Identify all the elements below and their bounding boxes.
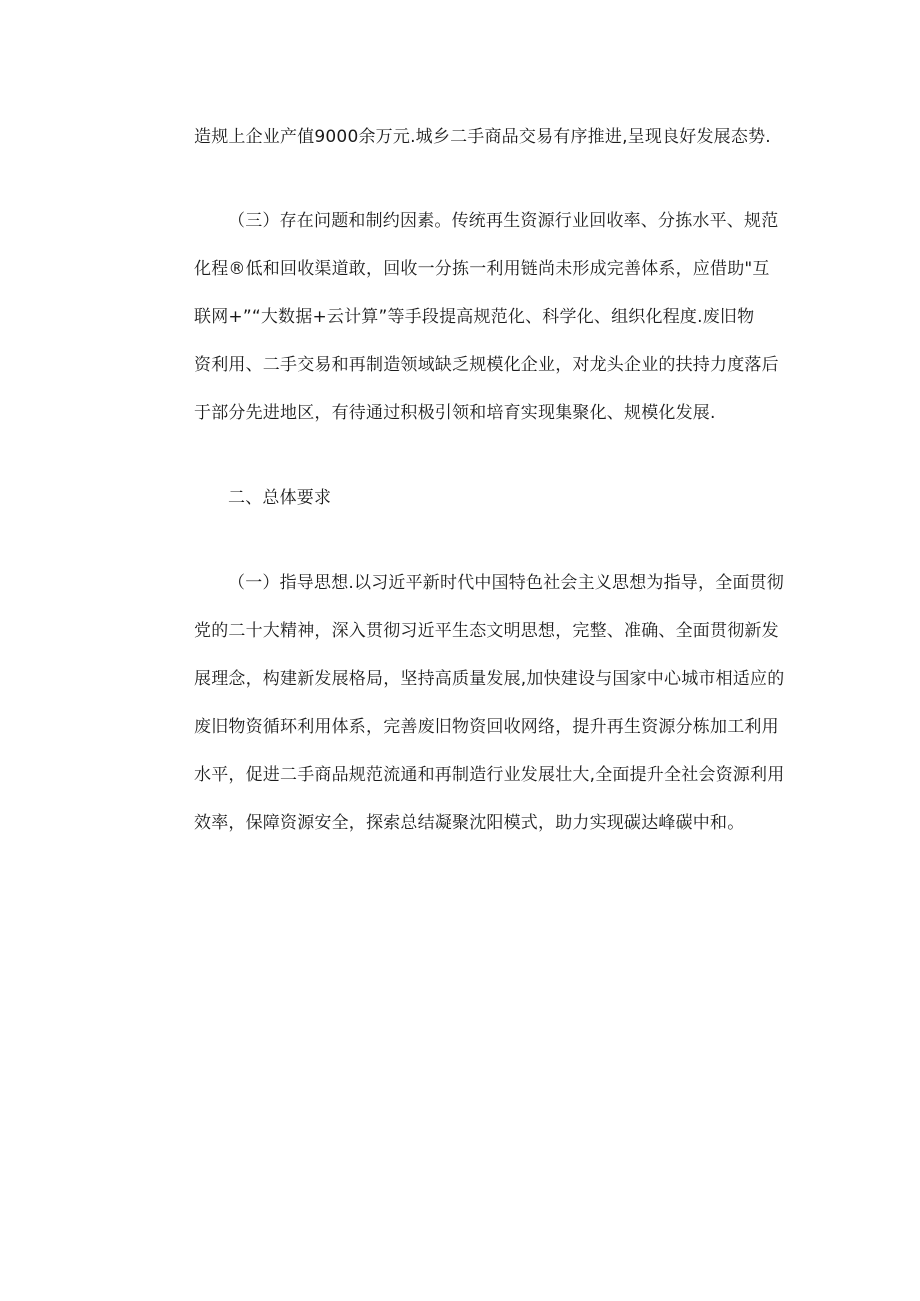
paragraph-line: 效率，保障资源安全，探索总结凝聚沈阳模式，助力实现碳达峰碳中和。 (194, 813, 745, 833)
paragraph-line: 废旧物资循环利用体系，完善废旧物资回收网络，提升再生资源分栋加工利用 (194, 717, 779, 737)
paragraph-line: 水平，促进二手商品规范流通和再制造行业发展壮大,全面提升全社会资源利用 (194, 765, 785, 785)
paragraph-line: （一）指导思想.以习近平新时代中国特色社会主义思想为指导，全面贯彻 (228, 573, 785, 593)
paragraph-line: 联网+”“大数据+云计算”等手段提高规范化、科学化、组织化程度.废旧物 (194, 307, 755, 327)
paragraph-line: 化程®低和回收渠道敢，回收一分拣一利用链尚未形成完善体系，应借助"互 (194, 259, 770, 279)
paragraph-line: 资利用、二手交易和再制造领域缺乏规模化企业，对龙头企业的扶持力度落后 (194, 355, 779, 375)
paragraph-line: 党的二十大精神，深入贯彻习近平生态文明思想，完整、准确、全面贯彻新发 (194, 621, 779, 641)
paragraph-line: （三）存在问题和制约因素。传统再生资源行业回收率、分拣水平、规范 (228, 211, 779, 231)
section-heading: 二、总体要求 (228, 488, 332, 508)
paragraph-line: 造规上企业产值9000余万元.城乡二手商品交易有序推进,呈现良好发展态势. (194, 127, 771, 147)
paragraph-line: 于部分先进地区，有待通过积极引领和培育实现集聚化、规模化发展. (194, 403, 716, 423)
paragraph-line: 展理念，构建新发展格局，坚持高质量发展,加快建设与国家中心城市相适应的 (194, 669, 785, 689)
